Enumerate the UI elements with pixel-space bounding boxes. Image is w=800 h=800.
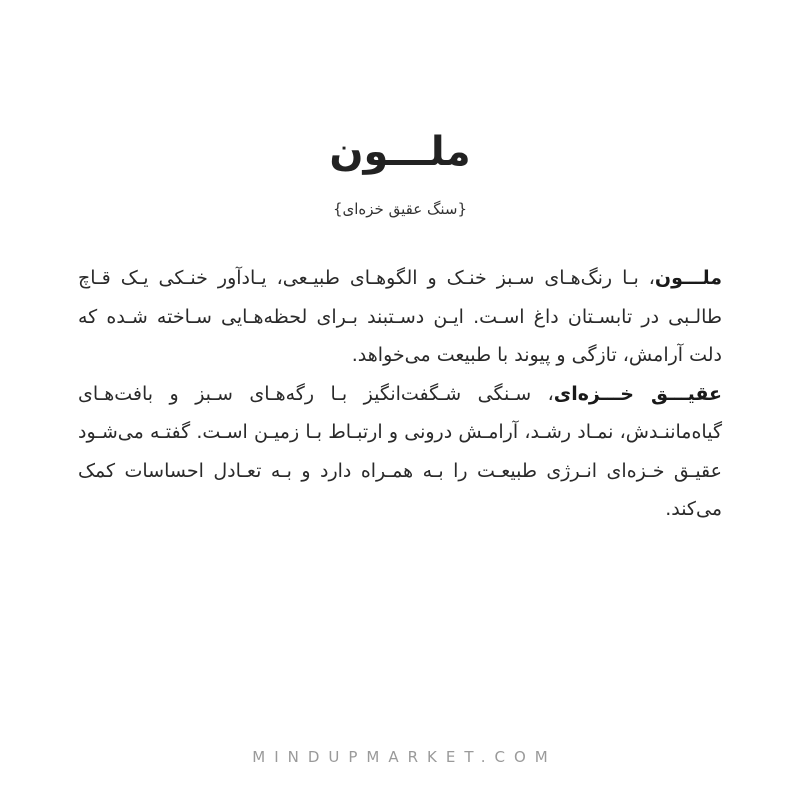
page-subtitle: {سنگ عقیق خزه‌ای}: [332, 200, 468, 218]
description-body: [78, 259, 722, 529]
page-title: ملـــون: [329, 129, 471, 175]
paragraph-moss-agate: [78, 375, 722, 529]
paragraph-text: ، بـا رنگ‌هـای سـبز خنـک و الگوهـای طبیـعی، یـادآور خنـکی یـک قـاچ طالـبی در تابسـتان داغ اسـت. ایـن دسـتبند بـرای لحظه‌هـایی سـاخته شـده که دلت آرامش، تازگی و پیوند با طبیعت می‌خواهد.: [78, 267, 722, 366]
footer-website: MINDUPMARKET.COM: [252, 748, 557, 766]
paragraph-lead: ملـــون: [654, 267, 722, 289]
paragraph-text: ، سـنگی شـگفت‌انگیز بـا رگه‌هـای سـبز و بافت‌هـای گیاه‌ماننـدش، نمـاد رشـد، آرامـش درونی و ارتبـاط بـا زمیـن اسـت. گفتـه می‌شـود عقیـق خـزه‌ای انـرژی طبیعـت را بـه همـراه دارد و بـه تعـادل احساسات کمک می‌کند.: [78, 382, 722, 520]
paragraph-melon: [78, 259, 722, 375]
paragraph-lead: عقیـــق خـــزه‌ای: [553, 382, 722, 405]
